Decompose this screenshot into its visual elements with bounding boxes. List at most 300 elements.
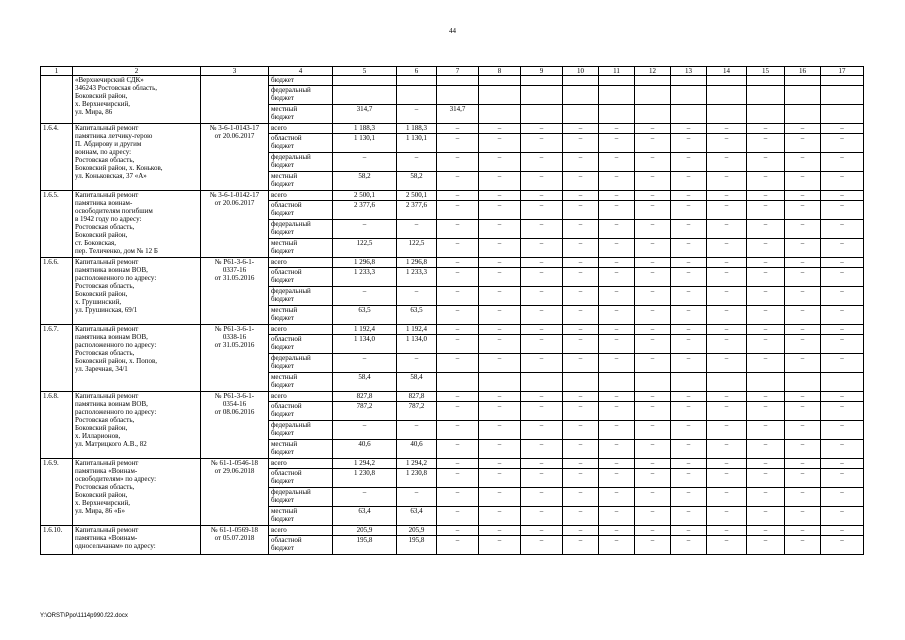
description-line: расположенного по адресу: (75, 408, 157, 416)
value-cell: – (599, 172, 635, 191)
value-cell: – (785, 392, 821, 402)
value-cell: 314,7 (333, 105, 397, 124)
value-cell: – (785, 124, 821, 134)
value-cell: – (707, 392, 747, 402)
description-line: расположенного по адресу: (75, 341, 157, 349)
value-cell: – (635, 526, 671, 536)
value-cell: 40,6 (397, 440, 437, 459)
value-cell: – (635, 268, 671, 287)
funding-source-line: бюджет (271, 381, 294, 389)
value-cell: – (437, 201, 479, 220)
value-cell: – (479, 459, 521, 469)
funding-source (269, 459, 333, 469)
value-cell: – (747, 287, 785, 306)
item-description (73, 124, 201, 191)
value-cell: – (707, 354, 747, 373)
description-line: ул. Коньковская, 37 «А» (75, 172, 147, 180)
column-header: 17 (821, 67, 864, 76)
column-header: 9 (521, 67, 563, 76)
value-cell: – (821, 268, 864, 287)
table-body (41, 76, 864, 555)
value-cell: – (437, 440, 479, 459)
value-cell (785, 373, 821, 392)
value-cell: – (563, 335, 599, 354)
value-cell: – (479, 392, 521, 402)
funding-source (269, 268, 333, 287)
value-cell: – (437, 459, 479, 469)
value-cell: – (437, 488, 479, 507)
funding-source-line: бюджет (271, 113, 294, 121)
funding-source-line: бюджет (271, 362, 294, 370)
value-cell: 122,5 (333, 239, 397, 258)
value-cell: – (599, 239, 635, 258)
value-cell: – (635, 124, 671, 134)
value-cell: – (707, 239, 747, 258)
funding-source (269, 306, 333, 325)
value-cell: – (437, 191, 479, 201)
value-cell: – (479, 268, 521, 287)
funding-source-line: федеральный (271, 220, 311, 228)
description-line: памятника летчику-герою (75, 132, 153, 140)
value-cell: – (599, 153, 635, 172)
value-cell (479, 76, 521, 86)
funding-source (269, 220, 333, 239)
value-cell: – (785, 469, 821, 488)
value-cell: – (707, 536, 747, 555)
description-line: Ростовская область, (75, 349, 135, 357)
value-cell: – (521, 220, 563, 239)
value-cell: – (437, 306, 479, 325)
item-number: 1.6.8. (41, 392, 73, 459)
value-cell: – (707, 220, 747, 239)
funding-source-line: бюджет (271, 94, 294, 102)
expertise-document (201, 258, 269, 325)
value-cell (599, 76, 635, 86)
value-cell: – (671, 392, 707, 402)
value-cell: – (671, 469, 707, 488)
value-cell: – (785, 325, 821, 335)
value-cell: – (437, 469, 479, 488)
description-line: П. Абдирову и другим (75, 140, 142, 148)
description-line: 346243 Ростовская область, (75, 84, 158, 92)
table-row (41, 191, 864, 201)
funding-source-line: бюджет (271, 180, 294, 188)
value-cell: – (707, 488, 747, 507)
value-cell: – (635, 220, 671, 239)
value-cell: – (785, 134, 821, 153)
description-line: Капитальный ремонт (75, 526, 139, 534)
value-cell: – (599, 268, 635, 287)
funding-source (269, 440, 333, 459)
value-cell (479, 86, 521, 105)
expertise-document (201, 459, 269, 526)
value-cell (599, 373, 635, 392)
value-cell: – (821, 536, 864, 555)
description-line: х. Илларионов, (75, 432, 121, 440)
value-cell: – (563, 507, 599, 526)
value-cell: – (821, 306, 864, 325)
document-line: № 61-1-0546-18 (211, 459, 258, 467)
funding-source-line: бюджет (271, 343, 294, 351)
value-cell: – (821, 191, 864, 201)
funding-source-line: бюджет (271, 410, 294, 418)
value-cell (785, 86, 821, 105)
funding-source-line: бюджет (271, 295, 294, 303)
value-cell: – (821, 287, 864, 306)
value-cell: – (521, 325, 563, 335)
value-cell: – (437, 287, 479, 306)
value-cell: – (479, 172, 521, 191)
table-row (41, 124, 864, 134)
value-cell: – (671, 459, 707, 469)
funding-source (269, 172, 333, 191)
value-cell: – (671, 526, 707, 536)
item-number: 1.6.10. (41, 526, 73, 555)
funding-source-line: бюджет (271, 142, 294, 150)
value-cell: – (563, 421, 599, 440)
value-cell: – (333, 220, 397, 239)
value-cell: – (635, 507, 671, 526)
value-cell: – (479, 526, 521, 536)
value-cell: – (521, 124, 563, 134)
value-cell: – (479, 239, 521, 258)
value-cell: – (671, 536, 707, 555)
value-cell: – (785, 421, 821, 440)
value-cell: – (521, 172, 563, 191)
value-cell: – (821, 220, 864, 239)
value-cell: – (671, 134, 707, 153)
value-cell: – (785, 172, 821, 191)
value-cell: – (747, 507, 785, 526)
value-cell: – (707, 459, 747, 469)
value-cell: – (563, 306, 599, 325)
funding-source (269, 526, 333, 536)
value-cell: 58,4 (333, 373, 397, 392)
table-row (41, 392, 864, 402)
value-cell: – (671, 258, 707, 268)
funding-source-line: бюджет (271, 544, 294, 552)
value-cell: – (521, 306, 563, 325)
description-line: в 1942 году по адресу: (75, 215, 142, 223)
value-cell: – (635, 191, 671, 201)
value-cell: – (635, 153, 671, 172)
value-cell: – (635, 402, 671, 421)
value-cell: 1 192,4 (333, 325, 397, 335)
description-line: Капитальный ремонт (75, 325, 139, 333)
document-line: № 61-1-0569-18 (211, 526, 258, 534)
value-cell: – (635, 201, 671, 220)
column-header: 11 (599, 67, 635, 76)
value-cell: – (747, 459, 785, 469)
value-cell: – (785, 440, 821, 459)
value-cell: – (635, 469, 671, 488)
value-cell: – (479, 306, 521, 325)
funding-source-line: бюджет (271, 429, 294, 437)
value-cell: – (747, 258, 785, 268)
value-cell (563, 76, 599, 86)
funding-source (269, 134, 333, 153)
value-cell: – (599, 421, 635, 440)
description-line: х. Верхнечирский, (75, 499, 130, 507)
funding-source (269, 86, 333, 105)
value-cell: – (437, 268, 479, 287)
expertise-document (201, 392, 269, 459)
value-cell (521, 76, 563, 86)
page-number: 44 (449, 27, 456, 35)
value-cell: – (521, 469, 563, 488)
value-cell: – (821, 526, 864, 536)
value-cell: – (599, 392, 635, 402)
column-header: 15 (747, 67, 785, 76)
value-cell: – (747, 306, 785, 325)
funding-source-line: бюджет (271, 314, 294, 322)
value-cell (397, 86, 437, 105)
value-cell: – (671, 220, 707, 239)
value-cell: – (707, 335, 747, 354)
value-cell: – (707, 172, 747, 191)
value-cell: – (635, 335, 671, 354)
value-cell (747, 373, 785, 392)
expertise-document (201, 191, 269, 258)
item-description (73, 392, 201, 459)
value-cell: – (707, 469, 747, 488)
value-cell: 205,9 (397, 526, 437, 536)
value-cell: 1 233,3 (397, 268, 437, 287)
funding-source-line: бюджет (271, 515, 294, 523)
value-cell: – (671, 124, 707, 134)
value-cell: – (747, 392, 785, 402)
value-cell: – (521, 402, 563, 421)
value-cell: – (521, 134, 563, 153)
value-cell: – (707, 258, 747, 268)
funding-source (269, 507, 333, 526)
value-cell: 205,9 (333, 526, 397, 536)
value-cell (563, 373, 599, 392)
value-cell: – (707, 325, 747, 335)
funding-source-line: местный (271, 373, 298, 381)
value-cell: – (563, 287, 599, 306)
funding-source-line: областной (271, 268, 302, 276)
column-header: 6 (397, 67, 437, 76)
funding-source (269, 153, 333, 172)
value-cell (333, 76, 397, 86)
value-cell (635, 373, 671, 392)
value-cell: – (479, 354, 521, 373)
value-cell: – (599, 201, 635, 220)
value-cell (397, 76, 437, 86)
funding-source-line: федеральный (271, 421, 311, 429)
value-cell: 195,8 (397, 536, 437, 555)
value-cell: – (437, 507, 479, 526)
value-cell: – (635, 258, 671, 268)
funding-source-line: бюджет (271, 76, 294, 84)
value-cell: – (333, 421, 397, 440)
value-cell: – (671, 287, 707, 306)
description-line: Боковский район, х. Коньков, (75, 164, 163, 172)
value-cell: 63,5 (333, 306, 397, 325)
value-cell: – (521, 239, 563, 258)
item-number: 1.6.9. (41, 459, 73, 526)
value-cell: – (521, 421, 563, 440)
value-cell: – (479, 335, 521, 354)
value-cell: 827,8 (397, 392, 437, 402)
value-cell: – (521, 335, 563, 354)
value-cell: – (479, 201, 521, 220)
item-number: 1.6.6. (41, 258, 73, 325)
value-cell: – (521, 536, 563, 555)
value-cell: – (747, 124, 785, 134)
value-cell: – (479, 440, 521, 459)
value-cell: – (437, 335, 479, 354)
value-cell: – (785, 268, 821, 287)
value-cell (521, 86, 563, 105)
value-cell: – (821, 335, 864, 354)
value-cell: – (747, 526, 785, 536)
value-cell: – (521, 507, 563, 526)
value-cell: – (785, 507, 821, 526)
description-line: расположенного по адресу: (75, 274, 157, 282)
value-cell: – (599, 459, 635, 469)
value-cell: – (671, 507, 707, 526)
value-cell: 1 294,2 (333, 459, 397, 469)
value-cell: – (747, 421, 785, 440)
funding-source (269, 191, 333, 201)
funding-source (269, 421, 333, 440)
value-cell: – (707, 201, 747, 220)
value-cell: 1 130,1 (397, 134, 437, 153)
value-cell (437, 86, 479, 105)
value-cell: – (599, 507, 635, 526)
value-cell: – (747, 488, 785, 507)
value-cell: – (563, 392, 599, 402)
value-cell: – (707, 153, 747, 172)
description-line: Боковский район, (75, 424, 128, 432)
description-line: памятника «Воинам- (75, 467, 138, 475)
value-cell: 2 377,6 (333, 201, 397, 220)
value-cell: 58,4 (397, 373, 437, 392)
value-cell: – (563, 526, 599, 536)
value-cell: – (599, 124, 635, 134)
value-cell: – (599, 306, 635, 325)
value-cell: – (747, 239, 785, 258)
funding-source-line: бюджет (271, 247, 294, 255)
table-row (41, 526, 864, 536)
value-cell: – (635, 354, 671, 373)
value-cell: – (479, 421, 521, 440)
description-line: ул. Мира, 86 «Б» (75, 507, 126, 515)
description-line: памятника воинам- (75, 199, 133, 207)
value-cell: – (437, 354, 479, 373)
value-cell: 1 230,8 (397, 469, 437, 488)
value-cell: – (479, 536, 521, 555)
budget-table (40, 66, 864, 555)
value-cell: – (563, 469, 599, 488)
value-cell: – (479, 191, 521, 201)
funding-source-line: федеральный (271, 153, 311, 161)
value-cell (821, 86, 864, 105)
expertise-document (201, 526, 269, 555)
value-cell: – (671, 306, 707, 325)
value-cell: – (479, 469, 521, 488)
value-cell: – (599, 488, 635, 507)
item-description (73, 459, 201, 526)
value-cell: – (599, 354, 635, 373)
description-line: Боковский район, (75, 491, 128, 499)
value-cell: – (479, 402, 521, 421)
value-cell (479, 373, 521, 392)
value-cell: – (671, 335, 707, 354)
value-cell: – (437, 220, 479, 239)
description-line: освободителям погибшим (75, 207, 153, 215)
document-line: 0354-16 (222, 400, 247, 408)
value-cell: – (563, 354, 599, 373)
value-cell: – (671, 325, 707, 335)
value-cell: – (747, 268, 785, 287)
value-cell (785, 105, 821, 124)
funding-source-line: областной (271, 335, 302, 343)
value-cell: 1 188,3 (333, 124, 397, 134)
value-cell: – (785, 258, 821, 268)
value-cell: – (785, 488, 821, 507)
column-header: 10 (563, 67, 599, 76)
value-cell: – (479, 134, 521, 153)
document-line: от 31.05.2016 (214, 274, 255, 282)
value-cell: – (599, 469, 635, 488)
table-row (41, 325, 864, 335)
value-cell: 195,8 (333, 536, 397, 555)
value-cell (747, 76, 785, 86)
value-cell: – (599, 220, 635, 239)
description-line: х. Грушинский, (75, 298, 122, 306)
value-cell: 63,4 (397, 507, 437, 526)
value-cell: 58,2 (397, 172, 437, 191)
column-header: 8 (479, 67, 521, 76)
funding-source-line: местный (271, 440, 298, 448)
value-cell: – (635, 488, 671, 507)
document-line: от 31.05.2016 (214, 341, 255, 349)
value-cell: – (437, 258, 479, 268)
value-cell: – (785, 287, 821, 306)
value-cell: – (437, 536, 479, 555)
value-cell: – (821, 354, 864, 373)
value-cell: 827,8 (333, 392, 397, 402)
value-cell: – (437, 134, 479, 153)
value-cell: – (785, 526, 821, 536)
value-cell: – (821, 488, 864, 507)
value-cell: – (599, 402, 635, 421)
value-cell: 314,7 (437, 105, 479, 124)
funding-source (269, 325, 333, 335)
value-cell (563, 105, 599, 124)
value-cell (747, 86, 785, 105)
funding-source-line: местный (271, 239, 298, 247)
value-cell: – (479, 258, 521, 268)
value-cell: – (599, 536, 635, 555)
value-cell: – (479, 124, 521, 134)
value-cell: – (671, 153, 707, 172)
value-cell: – (635, 440, 671, 459)
value-cell: – (599, 134, 635, 153)
value-cell: – (333, 287, 397, 306)
value-cell: – (563, 191, 599, 201)
value-cell: – (821, 201, 864, 220)
value-cell (671, 76, 707, 86)
value-cell (599, 86, 635, 105)
item-description (73, 526, 201, 555)
funding-source-line: местный (271, 306, 298, 314)
funding-source-line: областной (271, 402, 302, 410)
value-cell: – (599, 526, 635, 536)
